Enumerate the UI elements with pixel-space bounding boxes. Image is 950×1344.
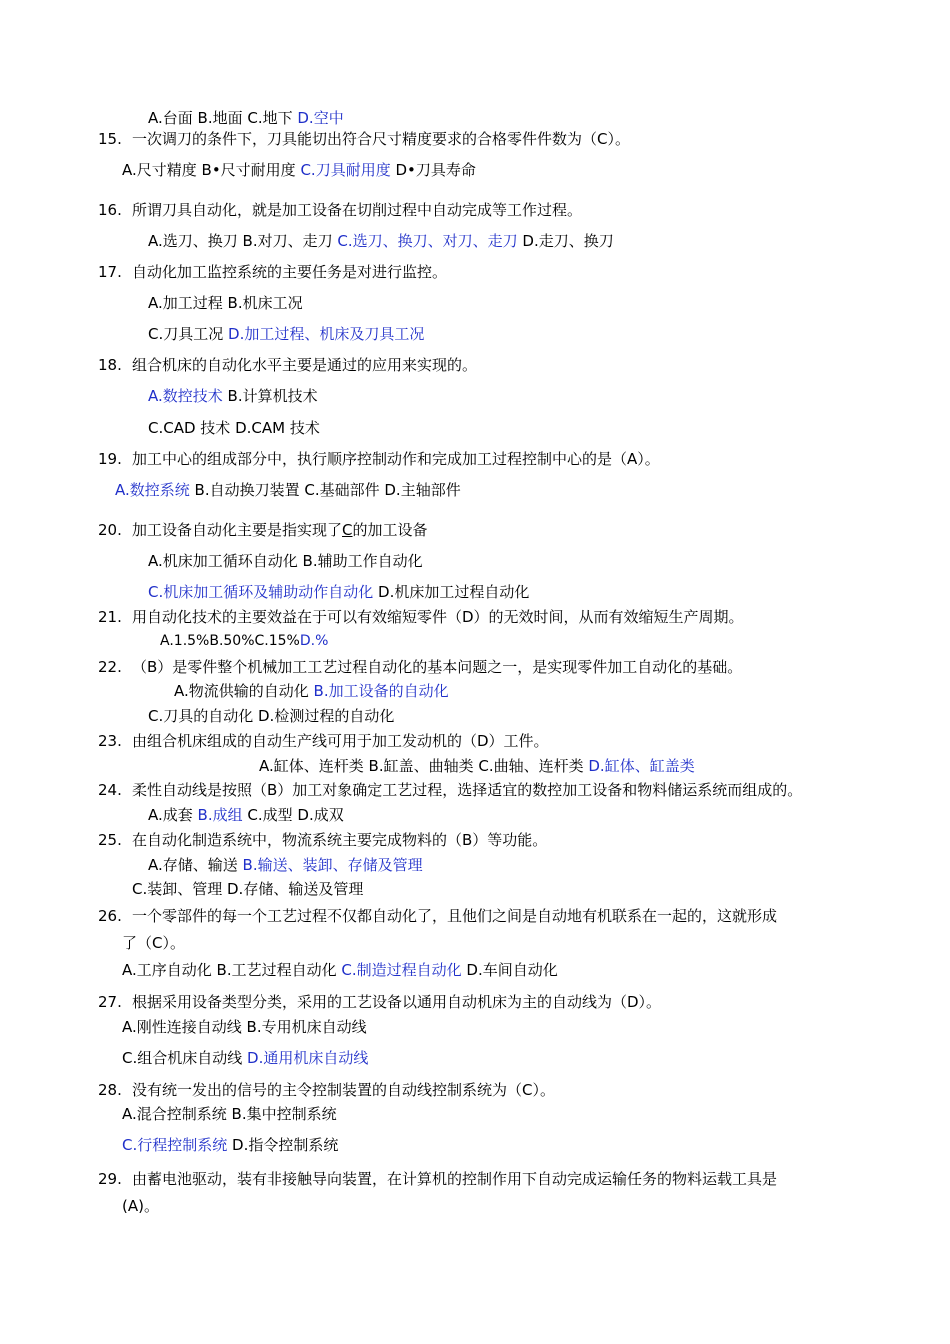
q27-option-text: A.刚性连接自动线 B.专用机床自动线: [122, 1018, 367, 1036]
q15-number: 15.: [98, 130, 122, 148]
q24-answer: B.成组: [197, 806, 243, 824]
q28-option-text: A.混合控制系统 B.集中控制系统: [122, 1105, 337, 1123]
q19-number: 19.: [98, 450, 122, 468]
q24-options: [148, 805, 344, 825]
q27-options-2: [122, 1048, 368, 1068]
q17-option-text: A.加工过程 B.机床工况: [148, 294, 303, 312]
q18-option-tail: B.计算机技术: [222, 387, 318, 405]
q24-number: 24.: [98, 781, 122, 799]
q18-answer: A.数控技术: [148, 387, 223, 405]
q22-option-text: A.物流供输的自动化: [174, 682, 314, 700]
q28-options-1: [122, 1104, 337, 1124]
q20-answer: C.机床加工循环及辅助动作自动化: [148, 583, 374, 601]
q26-stem-text-1: 一个零部件的每一个工艺过程不仅都自动化了，且他们之间是自动地有机联系在一起的，这就形成: [132, 907, 778, 925]
q25-option-text: A.存储、输送: [148, 856, 243, 874]
q29-stem-text-2: (A)。: [122, 1197, 159, 1215]
q15-stem-text: 一次调刀的条件下，刀具能切出符合尺寸精度要求的合格零件件数为（C）。: [132, 130, 630, 148]
q17-options-1: [148, 293, 303, 313]
q23-number: 23.: [98, 732, 122, 750]
q16-stem-text: 所谓刀具自动化，就是加工设备在切削过程中自动完成等工作过程。: [132, 201, 583, 219]
q20-stem-underlined: C: [342, 521, 353, 539]
q17-stem: [98, 262, 447, 282]
q29-number: 29.: [98, 1170, 122, 1188]
q20-options-2: [148, 582, 529, 602]
q19-option-tail: B.自动换刀装置 C.基础部件 D.主轴部件: [189, 481, 461, 499]
q25-option-text-2: C.装卸、管理 D.存储、输送及管理: [132, 880, 364, 898]
q20-options-1: [148, 551, 423, 571]
q28-number: 28.: [98, 1081, 122, 1099]
q15-stem: [98, 129, 630, 149]
q14-answer: D.空中: [297, 109, 344, 127]
q27-option-text-2: C.组合机床自动线: [122, 1049, 248, 1067]
q27-options-1: [122, 1017, 367, 1037]
q19-options: [115, 480, 461, 500]
q21-options: [160, 631, 328, 651]
q28-options-2: [122, 1135, 338, 1155]
q28-stem: [98, 1080, 555, 1100]
q25-options-1: [148, 855, 423, 875]
q28-stem-text: 没有统一发出的信号的主令控制装置的自动线控制系统为（C）。: [132, 1081, 555, 1099]
q29-stem: [98, 1169, 777, 1189]
q22-options-1: [174, 681, 449, 701]
q27-stem: [98, 992, 661, 1012]
q29-stem-text-1: 由蓄电池驱动，装有非接触导向装置，在计算机的控制作用下自动完成运输任务的物料运载工具是: [132, 1170, 778, 1188]
q25-options-2: [132, 879, 363, 899]
q18-option-text-2: C.CAD 技术 D.CAM 技术: [148, 419, 320, 437]
q20-stem: [98, 520, 428, 540]
q21-option-text: A.1.5%B.50%C.15%: [160, 633, 300, 649]
q15-option-tail: D•刀具寿命: [390, 161, 476, 179]
q26-stem: [98, 906, 777, 926]
q23-option-text: A.缸体、连杆类 B.缸盖、曲轴类 C.曲轴、连杆类: [259, 757, 589, 775]
q27-answer: D.通用机床自动线: [247, 1049, 369, 1067]
q22-option-text-2: C.刀具的自动化 D.检测过程的自动化: [148, 707, 395, 725]
q19-stem-text: 加工中心的组成部分中，执行顺序控制动作和完成加工过程控制中心的是（A）。: [132, 450, 660, 468]
q16-options: [148, 231, 614, 251]
q15-options: [122, 160, 476, 180]
q26-stem-text-2: 了（C）。: [122, 934, 185, 952]
q22-number: 22.: [98, 658, 122, 676]
q22-stem: [98, 657, 742, 677]
q26-answer: C.制造过程自动化: [341, 961, 462, 979]
q20-stem-text-a: 加工设备自动化主要是指实现了: [132, 521, 343, 539]
q20-option-tail: D.机床加工过程自动化: [373, 583, 530, 601]
q18-number: 18.: [98, 356, 122, 374]
q16-stem: [98, 200, 582, 220]
q17-stem-text: 自动化加工监控系统的主要任务是对进行监控。: [132, 263, 448, 281]
q17-number: 17.: [98, 263, 122, 281]
q21-stem: [98, 607, 744, 627]
q19-stem: [98, 449, 660, 469]
q18-stem-text: 组合机床的自动化水平主要是通过的应用来实现的。: [132, 356, 478, 374]
q27-number: 27.: [98, 993, 122, 1011]
q17-options-2: [148, 324, 424, 344]
q16-option-text: A.选刀、换刀 B.对刀、走刀: [148, 232, 338, 250]
q25-answer: B.输送、装卸、存储及管理: [242, 856, 423, 874]
q26-stem-continued: [122, 933, 185, 953]
q27-stem-text: 根据采用设备类型分类，采用的工艺设备以通用自动机床为主的自动线为（D）。: [132, 993, 662, 1011]
q23-stem-text: 由组合机床组成的自动生产线可用于加工发动机的（D）工件。: [132, 732, 549, 750]
q22-answer: B.加工设备的自动化: [313, 682, 449, 700]
q19-answer: A.数控系统: [115, 481, 190, 499]
q25-stem-text: 在自动化制造系统中，物流系统主要完成物料的（B）等功能。: [132, 831, 548, 849]
q29-stem-continued: [122, 1196, 159, 1216]
q26-option-text: A.工序自动化 B.工艺过程自动化: [122, 961, 342, 979]
q28-option-tail: D.指令控制系统: [227, 1136, 339, 1154]
q14-options: [148, 108, 344, 128]
q20-option-text: A.机床加工循环自动化 B.辅助工作自动化: [148, 552, 423, 570]
q17-answer: D.加工过程、机床及刀具工况: [228, 325, 425, 343]
q15-answer: C.刀具耐用度: [300, 161, 391, 179]
q24-stem: [98, 780, 802, 800]
q24-option-tail: C.成型 D.成双: [242, 806, 344, 824]
q26-options: [122, 960, 558, 980]
q26-number: 26.: [98, 907, 122, 925]
q18-options-1: [148, 386, 318, 406]
q15-option-text: A.尺寸精度 B•尺寸耐用度: [122, 161, 301, 179]
q21-answer: D.%: [299, 633, 329, 649]
q17-option-text-2: C.刀具工况: [148, 325, 229, 343]
q22-stem-text: （B）是零件整个机械加工工艺过程自动化的基本问题之一，是实现零件加工自动化的基础。: [132, 658, 743, 676]
q14-option-text: A.台面 B.地面 C.地下: [148, 109, 298, 127]
q28-answer: C.行程控制系统: [122, 1136, 228, 1154]
q22-options-2: [148, 706, 394, 726]
q25-stem: [98, 830, 547, 850]
q18-options-2: [148, 418, 320, 438]
q24-option-text: A.成套: [148, 806, 198, 824]
q23-answer: D.缸体、缸盖类: [588, 757, 695, 775]
q21-stem-text: 用自动化技术的主要效益在于可以有效缩短零件（D）的无效时间，从而有效缩短生产周期。: [132, 608, 744, 626]
q16-number: 16.: [98, 201, 122, 219]
q18-stem: [98, 355, 477, 375]
q21-number: 21.: [98, 608, 122, 626]
q16-answer: C.选刀、换刀、对刀、走刀: [337, 232, 518, 250]
q20-stem-text-b: 的加工设备: [352, 521, 428, 539]
q25-number: 25.: [98, 831, 122, 849]
q26-option-tail: D.车间自动化: [461, 961, 558, 979]
q23-options: [259, 756, 695, 776]
q24-stem-text: 柔性自动线是按照（B）加工对象确定工艺过程，选择适宜的数控加工设备和物料储运系统而组成的。: [132, 781, 803, 799]
q23-stem: [98, 731, 549, 751]
q16-option-tail: D.走刀、换刀: [517, 232, 614, 250]
q20-number: 20.: [98, 521, 122, 539]
